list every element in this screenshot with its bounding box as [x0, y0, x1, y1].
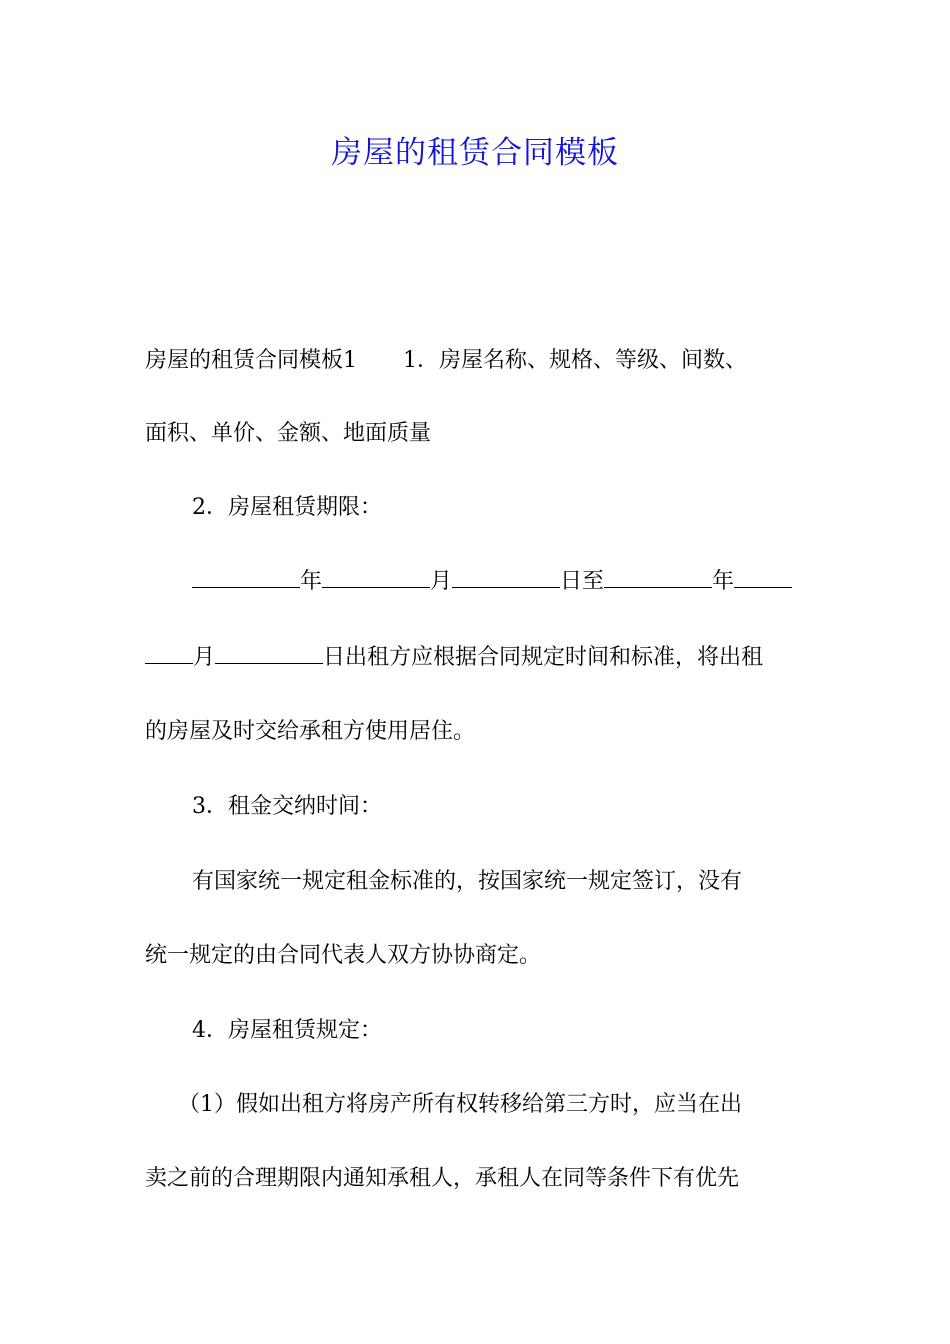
contract-heading: 房屋的租赁合同模板1: [145, 348, 357, 373]
day-to-label: 日至: [560, 569, 605, 594]
lease-period-line-2: [145, 643, 763, 673]
blank-year-start[interactable]: [192, 569, 300, 588]
blank-month-start[interactable]: [322, 569, 430, 588]
blank-year-end[interactable]: [604, 569, 712, 588]
lease-period-line: [192, 567, 792, 597]
paragraph-line: （1）假如出租方将房产所有权转移给第三方时，应当在出: [178, 1092, 742, 1117]
paragraph-line: 统一规定的由合同代表人双方协协商定。: [145, 943, 542, 968]
year-label: 年: [300, 569, 323, 594]
blank-month-end-part1[interactable]: [734, 569, 792, 588]
delivery-text: 日出租方应根据合同规定时间和标准，将出租: [323, 645, 764, 670]
year-label: 年: [712, 569, 735, 594]
paragraph-line: 的房屋及时交给承租方使用居住。: [145, 719, 476, 744]
clause-4-heading: 4．房屋租赁规定：: [192, 1018, 382, 1043]
month-label: 月: [430, 569, 453, 594]
paragraph-line: 有国家统一规定租金标准的，按国家统一规定签订，没有: [192, 869, 743, 894]
blank-day-end[interactable]: [215, 645, 323, 664]
blank-day-start[interactable]: [452, 569, 560, 588]
clause-3-heading: 3．租金交纳时间：: [192, 794, 382, 819]
clause-2-heading: 2．房屋租赁期限：: [192, 495, 382, 520]
paragraph-line: [145, 346, 747, 376]
month-label: 月: [193, 645, 216, 670]
document-title: 房屋的租赁合同模板: [331, 135, 619, 171]
paragraph-line: 面积、单价、金额、地面质量: [145, 421, 432, 446]
clause-1-text: 1．房屋名称、规格、等级、间数、: [403, 348, 747, 373]
paragraph-line: 卖之前的合理期限内通知承租人，承租人在同等条件下有优先: [145, 1166, 740, 1191]
blank-month-end-part2[interactable]: [145, 645, 193, 664]
